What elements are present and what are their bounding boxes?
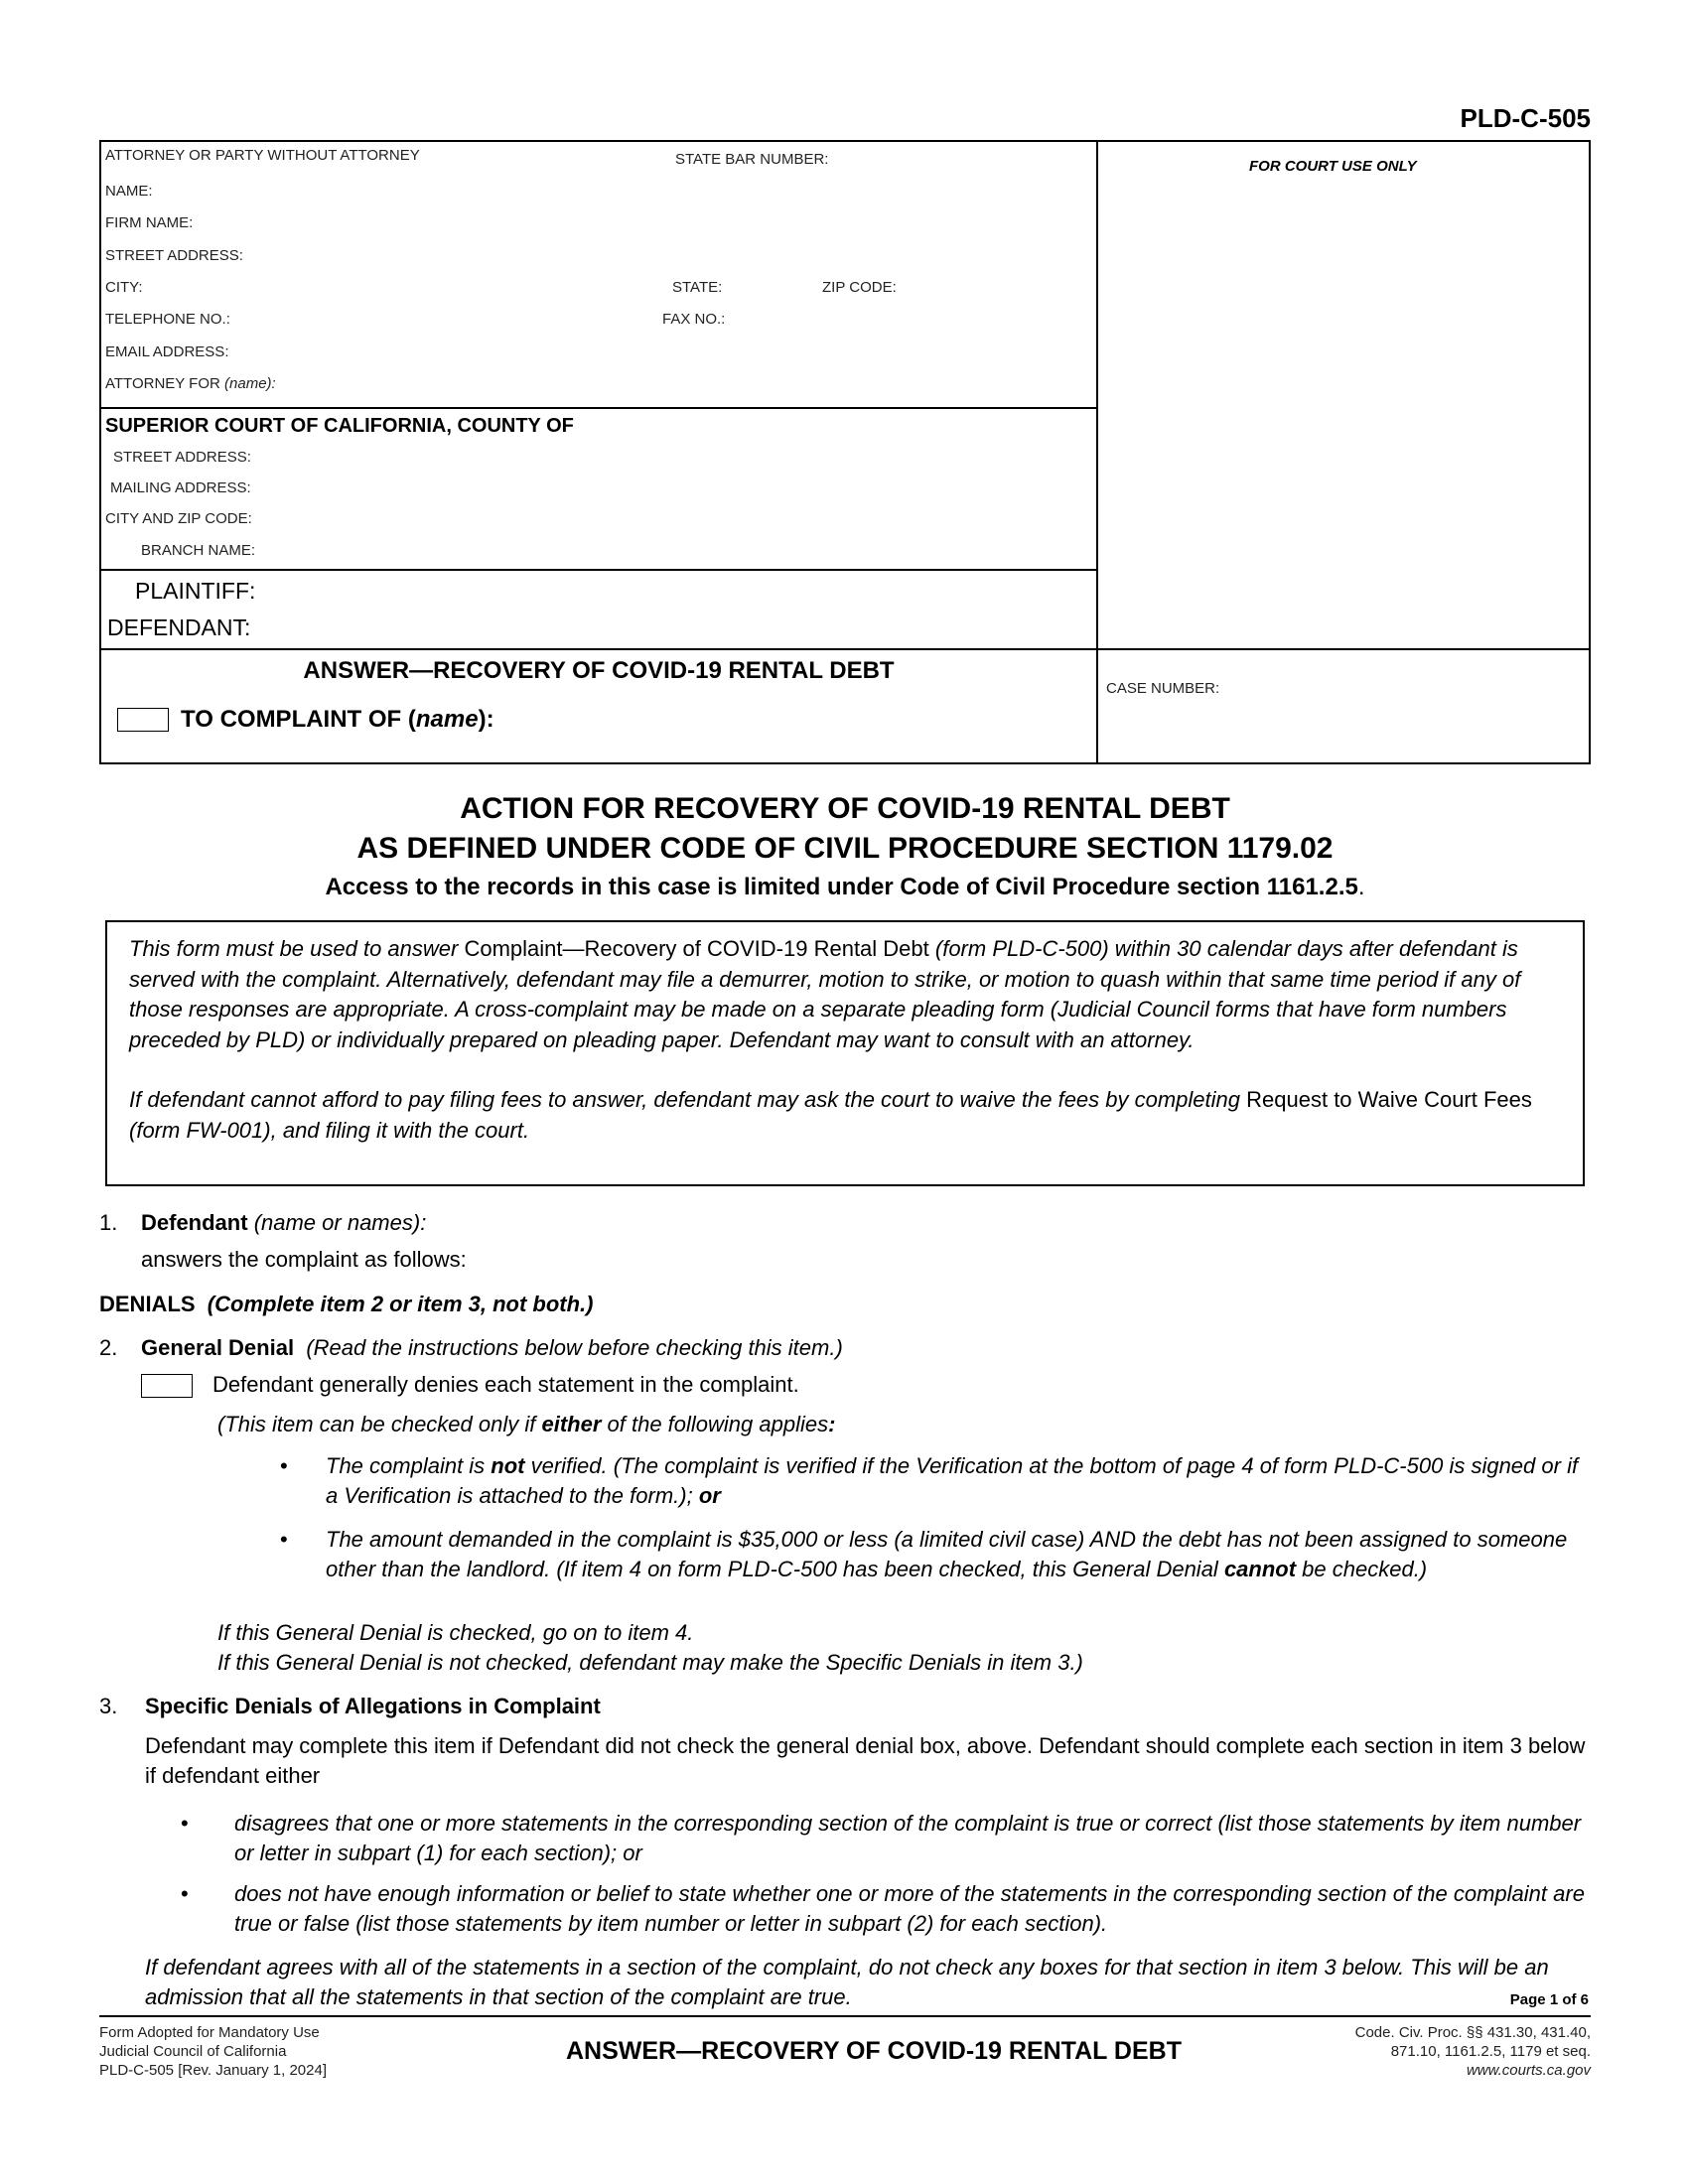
to-complaint-checkbox[interactable]: [117, 708, 169, 737]
condition-a: (This item can be checked only if: [217, 1412, 542, 1436]
item3-closing: If defendant agrees with all of the statements in a section of the complaint, do not check any boxes for that section in item 3 below. This will be an admission that all the statements in that section of the complaint are true.: [145, 1955, 1549, 2009]
notice-box: [105, 920, 1585, 1186]
notice-p1-a: This form must be used to answer: [129, 936, 465, 961]
general-denial-checkbox[interactable]: [141, 1374, 193, 1403]
footer-title: ANSWER—RECOVERY OF COVID-19 RENTAL DEBT: [566, 2037, 1182, 2065]
bullet1-not: not: [491, 1453, 525, 1478]
item2-bullet-2: [326, 1525, 1592, 1584]
to-complaint-label: [181, 706, 494, 734]
general-denial-if-checked: If this General Denial is checked, go on to item 4.: [217, 1620, 694, 1645]
item1-label: Defendant: [141, 1210, 248, 1235]
item3-bullet-1: disagrees that one or more statements in the corresponding section of the complaint is true or correct (list those statements by item number or letter in subpart (1) for each section); or: [234, 1811, 1582, 1865]
general-denial-text: Defendant generally denies each statement in the complaint.: [212, 1372, 799, 1397]
to-complaint-text: TO COMPLAINT OF (: [181, 706, 416, 733]
denials-label: DENIALS: [99, 1292, 196, 1316]
action-title-line1: ACTION FOR RECOVERY OF COVID-19 RENTAL DEBT: [460, 792, 1230, 825]
item1-number: 1.: [99, 1210, 118, 1235]
attorney-for-name-hint: (name):: [224, 375, 276, 392]
city-zip-label: CITY AND ZIP CODE:: [105, 510, 252, 527]
denials-hint: (Complete item 2 or item 3, not both.): [207, 1292, 594, 1316]
footer-adopted-line2: Judicial Council of California: [99, 2043, 287, 2060]
notice-p2-a: If defendant cannot afford to pay filing fees to answer, defendant may ask the court to waive the fees by completing: [129, 1087, 1247, 1112]
caption-divider-parties: [99, 569, 1098, 571]
item2-bullet-1: [326, 1451, 1587, 1511]
case-number-label: CASE NUMBER:: [1106, 680, 1220, 697]
bullet2-c: be checked.): [1296, 1557, 1428, 1581]
bullet1-or: or: [698, 1483, 721, 1508]
attorney-for-text: ATTORNEY FOR: [105, 375, 220, 392]
branch-name-label: BRANCH NAME:: [141, 542, 256, 559]
item1-answers: answers the complaint as follows:: [141, 1247, 467, 1272]
footer-adopted: [99, 2023, 327, 2080]
state-bar-label: STATE BAR NUMBER:: [675, 151, 829, 168]
bullet2-a: The amount demanded in the complaint is $35,000 or less (a limited civil case) AND the debt has not been assigned to someone other than the landlord. (If item 4 on form PLD-C-500 has been checked, this General Denial: [326, 1527, 1568, 1581]
condition-colon: :: [828, 1412, 836, 1436]
city-label: CITY:: [105, 279, 143, 296]
item2-hint: (Read the instructions below before checking this item.): [306, 1335, 843, 1360]
email-label: EMAIL ADDRESS:: [105, 343, 229, 360]
item2-bullet-1-marker: •: [280, 1453, 288, 1478]
item1-line: [141, 1210, 426, 1236]
item2-bullet-2-marker: •: [280, 1527, 288, 1552]
notice-paragraph-2: [129, 1085, 1563, 1146]
access-notice-period: .: [1357, 874, 1365, 900]
footer-adopted-line3: PLD-C-505 [Rev. January 1, 2024]: [99, 2062, 328, 2079]
item3-label: Specific Denials of Allegations in Complaint: [145, 1694, 601, 1718]
condition-c: of the following applies: [601, 1412, 829, 1436]
access-notice: [99, 874, 1591, 901]
state-label: STATE:: [672, 279, 723, 296]
footer-rule: [99, 2015, 1591, 2017]
item3-bullet-1-marker: •: [181, 1811, 189, 1836]
court-street-label: STREET ADDRESS:: [113, 449, 251, 466]
zip-code-label: ZIP CODE:: [822, 279, 897, 296]
footer-adopted-line1: Form Adopted for Mandatory Use: [99, 2024, 320, 2041]
denials-heading: [99, 1292, 593, 1317]
notice-p1-form-name: Complaint—Recovery of COVID-19 Rental Debt: [464, 936, 929, 961]
item3-intro: Defendant may complete this item if Defendant did not check the general denial box, above. Defendant should complete each section in item 3 below if defendant either: [145, 1733, 1586, 1788]
bullet2-cannot: cannot: [1223, 1557, 1297, 1581]
telephone-label: TELEPHONE NO.:: [105, 311, 230, 328]
general-denial-if-not-checked: If this General Denial is not checked, defendant may make the Specific Denials in item 3.): [217, 1650, 1083, 1675]
item3-bullet-2-marker: •: [181, 1881, 189, 1906]
access-notice-text: Access to the records in this case is limited under Code of Civil Procedure section 1161.2.5: [325, 874, 1358, 900]
item2-number: 2.: [99, 1335, 118, 1360]
caption-divider-court: [99, 407, 1098, 409]
general-denial-condition: [217, 1412, 835, 1437]
notice-p2-c: (form FW-001), and filing it with the court.: [129, 1117, 530, 1143]
name-label: NAME:: [105, 183, 153, 200]
defendant-label: DEFENDANT:: [107, 614, 251, 640]
to-complaint-name-hint: name: [415, 706, 479, 733]
attorney-for-label: [105, 375, 276, 392]
mailing-address-label: MAILING ADDRESS:: [110, 479, 251, 496]
item2-label: General Denial: [141, 1335, 295, 1360]
notice-p2-form-name: Request to Waive Court Fees: [1246, 1087, 1532, 1112]
notice-paragraph-1: [129, 934, 1563, 1055]
footer-url-link[interactable]: www.courts.ca.gov: [1466, 2062, 1591, 2079]
attorney-heading: ATTORNEY OR PARTY WITHOUT ATTORNEY: [105, 147, 420, 164]
item1-hint: (name or names):: [253, 1210, 427, 1235]
street-address-label: STREET ADDRESS:: [105, 247, 243, 264]
item3-bullet-2: does not have enough information or belief to state whether one or more of the statements in the corresponding section of the complaint are true or false (list those statements by item number or letter in subpart (2) for each section).: [234, 1881, 1585, 1936]
item2-line: [141, 1335, 843, 1361]
caption-divider-title: [99, 648, 1591, 650]
firm-name-label: FIRM NAME:: [105, 214, 194, 231]
footer-code: [1241, 2023, 1591, 2080]
fax-label: FAX NO.:: [662, 311, 726, 328]
bullet1-c: verified. (The complaint is verified if the Verification at the bottom of page 4 of form PLD-C-500 is signed or if a Verification is attached to the form.);: [326, 1453, 1579, 1508]
notice-p1-c: (form PLD-C-500) within 30 calendar days after defendant is served with the complaint. Alternatively, defendant may file a demurrer, motion to strike, or motion to quash within that same time period if any of those responses are appropriate. A cross-complaint may be made on a separate pleading form (Judicial Council forms that have form numbers preceded by PLD) or individually prepared on pleading paper. Defendant may want to consult with an attorney.: [129, 936, 1521, 1052]
footer-code-line2: 871.10, 1161.2.5, 1179 et seq.: [1390, 2043, 1591, 2060]
to-complaint-end: ):: [478, 706, 494, 733]
bullet1-a: The complaint is: [326, 1453, 492, 1478]
court-use-label: FOR COURT USE ONLY: [1249, 158, 1417, 175]
document-title: ANSWER—RECOVERY OF COVID-19 RENTAL DEBT: [303, 657, 895, 684]
condition-either: either: [541, 1412, 602, 1436]
item3-number: 3.: [99, 1694, 118, 1718]
action-title-line2: AS DEFINED UNDER CODE OF CIVIL PROCEDURE SECTION 1179.02: [356, 832, 1334, 865]
plaintiff-label: PLAINTIFF:: [135, 578, 256, 604]
page-number: Page 1 of 6: [1509, 1991, 1589, 2008]
court-heading: SUPERIOR COURT OF CALIFORNIA, COUNTY OF: [105, 415, 574, 437]
form-number: PLD-C-505: [1460, 103, 1591, 133]
footer-code-line1: Code. Civ. Proc. §§ 431.30, 431.40,: [1354, 2024, 1591, 2041]
